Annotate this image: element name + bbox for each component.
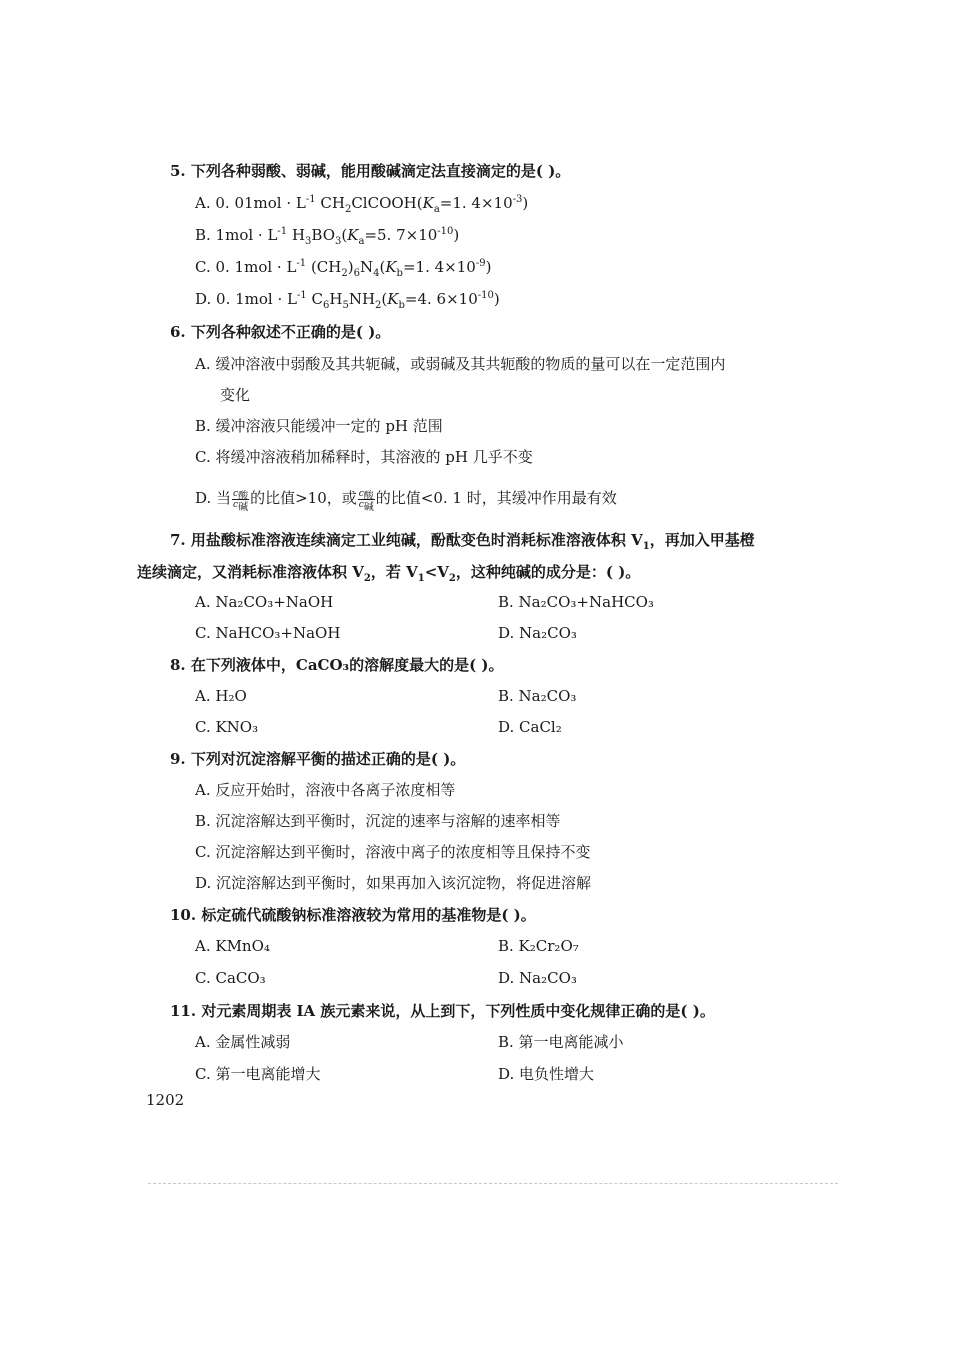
question-5-option-a: A. 0. $01mol \cdot L^{-1}$ $CH_2ClCOOH(K_a=1$. $4\times 10^{-3}$) — [195, 194, 529, 215]
question-5-option-c: C. 0. $1mol \cdot L^{-1}$ $(CH_2)_6N_4(K_b=1$. $4\times 10^{-9}$) — [195, 258, 492, 279]
question-10-option-a: A. KMnO₄ — [195, 937, 270, 955]
question-9-option-b: B. 沉淀溶解达到平衡时，沉淀的速率与溶解的速率相等 — [195, 812, 561, 830]
question-9-option-a: A. 反应开始时，溶液中各离子浓度相等 — [195, 781, 456, 799]
question-11-option-c: C. 第一电离能增大 — [195, 1065, 321, 1083]
question-11-option-a: A. 金属性减弱 — [195, 1033, 291, 1051]
question-6-option-c: C. 将缓冲溶液稍加稀释时，其溶液的 pH 几乎不变 — [195, 448, 533, 466]
question-9-option-c: C. 沉淀溶解达到平衡时，溶液中离子的浓度相等且保持不变 — [195, 843, 591, 861]
question-8-option-a: A. H₂O — [195, 687, 247, 705]
page-divider — [148, 1183, 838, 1184]
question-11-option-d: D. 电负性增大 — [498, 1065, 595, 1083]
question-6-option-d: D. 当 $\frac{c_酸}{c_碱}$ 的比值>10，或 $\frac{c_酸}{c_碱}$ 的比值<0. 1 时，其缓冲作用最有效 — [195, 488, 617, 513]
question-11-option-b: B. 第一电离能减小 — [498, 1033, 624, 1051]
question-9-stem: 9. 下列对沉淀溶解平衡的描述正确的是( )。 — [170, 750, 466, 768]
question-9-option-d: D. 沉淀溶解达到平衡时，如果再加入该沉淀物，将促进溶解 — [195, 874, 592, 892]
question-10-option-b: B. K₂Cr₂O₇ — [498, 937, 579, 955]
question-7-option-a: A. Na₂CO₃+NaOH — [195, 593, 334, 611]
question-6-option-a-line2: 变化 — [220, 386, 251, 404]
question-10-stem: 10. 标定硫代硫酸钠标准溶液较为常用的基准物是( )。 — [170, 906, 536, 924]
question-6-stem: 6. 下列各种叙述不正确的是( )。 — [170, 323, 391, 341]
ratio-fraction: $\frac{c_酸}{c_碱}$ — [233, 488, 249, 513]
question-7-stem-line2: 连续滴定，又消耗标准溶液体积 $V_2$，若 $V_1<V_2$，这种纯碱的成分是：( )。 — [137, 563, 641, 584]
ratio-fraction: $\frac{c_酸}{c_碱}$ — [358, 488, 374, 513]
question-10-option-d: D. Na₂CO₃ — [498, 969, 577, 987]
question-5-stem: 5. 下列各种弱酸、弱碱，能用酸碱滴定法直接滴定的是( )。 — [170, 162, 571, 180]
question-8-option-d: D. CaCl₂ — [498, 718, 562, 736]
question-7-option-c: C. NaHCO₃+NaOH — [195, 624, 341, 642]
question-7-option-b: B. Na₂CO₃+NaHCO₃ — [498, 593, 654, 611]
question-8-stem: 8. 在下列液体中，CaCO₃的溶解度最大的是( )。 — [170, 656, 504, 674]
question-5-option-d: D. 0. $1mol \cdot L^{-1}$ $C_6H_5NH_2(K_b=4$. $6\times 10^{-10}$) — [195, 290, 500, 311]
question-11-stem: 11. 对元素周期表 IA 族元素来说，从上到下，下列性质中变化规律正确的是( )。 — [170, 1002, 715, 1020]
question-7-stem-line1: 7. 用盐酸标准溶液连续滴定工业纯碱，酚酞变色时消耗标准溶液体积 $V_1$，再加入甲基橙 — [170, 531, 755, 552]
question-7-option-d: D. Na₂CO₃ — [498, 624, 577, 642]
page-number: 1202 — [146, 1091, 185, 1109]
question-6-option-b: B. 缓冲溶液只能缓冲一定的 pH 范围 — [195, 417, 443, 435]
question-6-option-a-line1: A. 缓冲溶液中弱酸及其共轭碱，或弱碱及其共轭酸的物质的量可以在一定范围内 — [195, 355, 726, 373]
question-10-option-c: C. CaCO₃ — [195, 969, 266, 987]
question-8-option-b: B. Na₂CO₃ — [498, 687, 577, 705]
question-8-option-c: C. KNO₃ — [195, 718, 259, 736]
question-5-option-b: B. $1mol \cdot L^{-1}$ $H_3BO_3(K_a=5$. $7\times 10^{-10}$) — [195, 226, 460, 247]
